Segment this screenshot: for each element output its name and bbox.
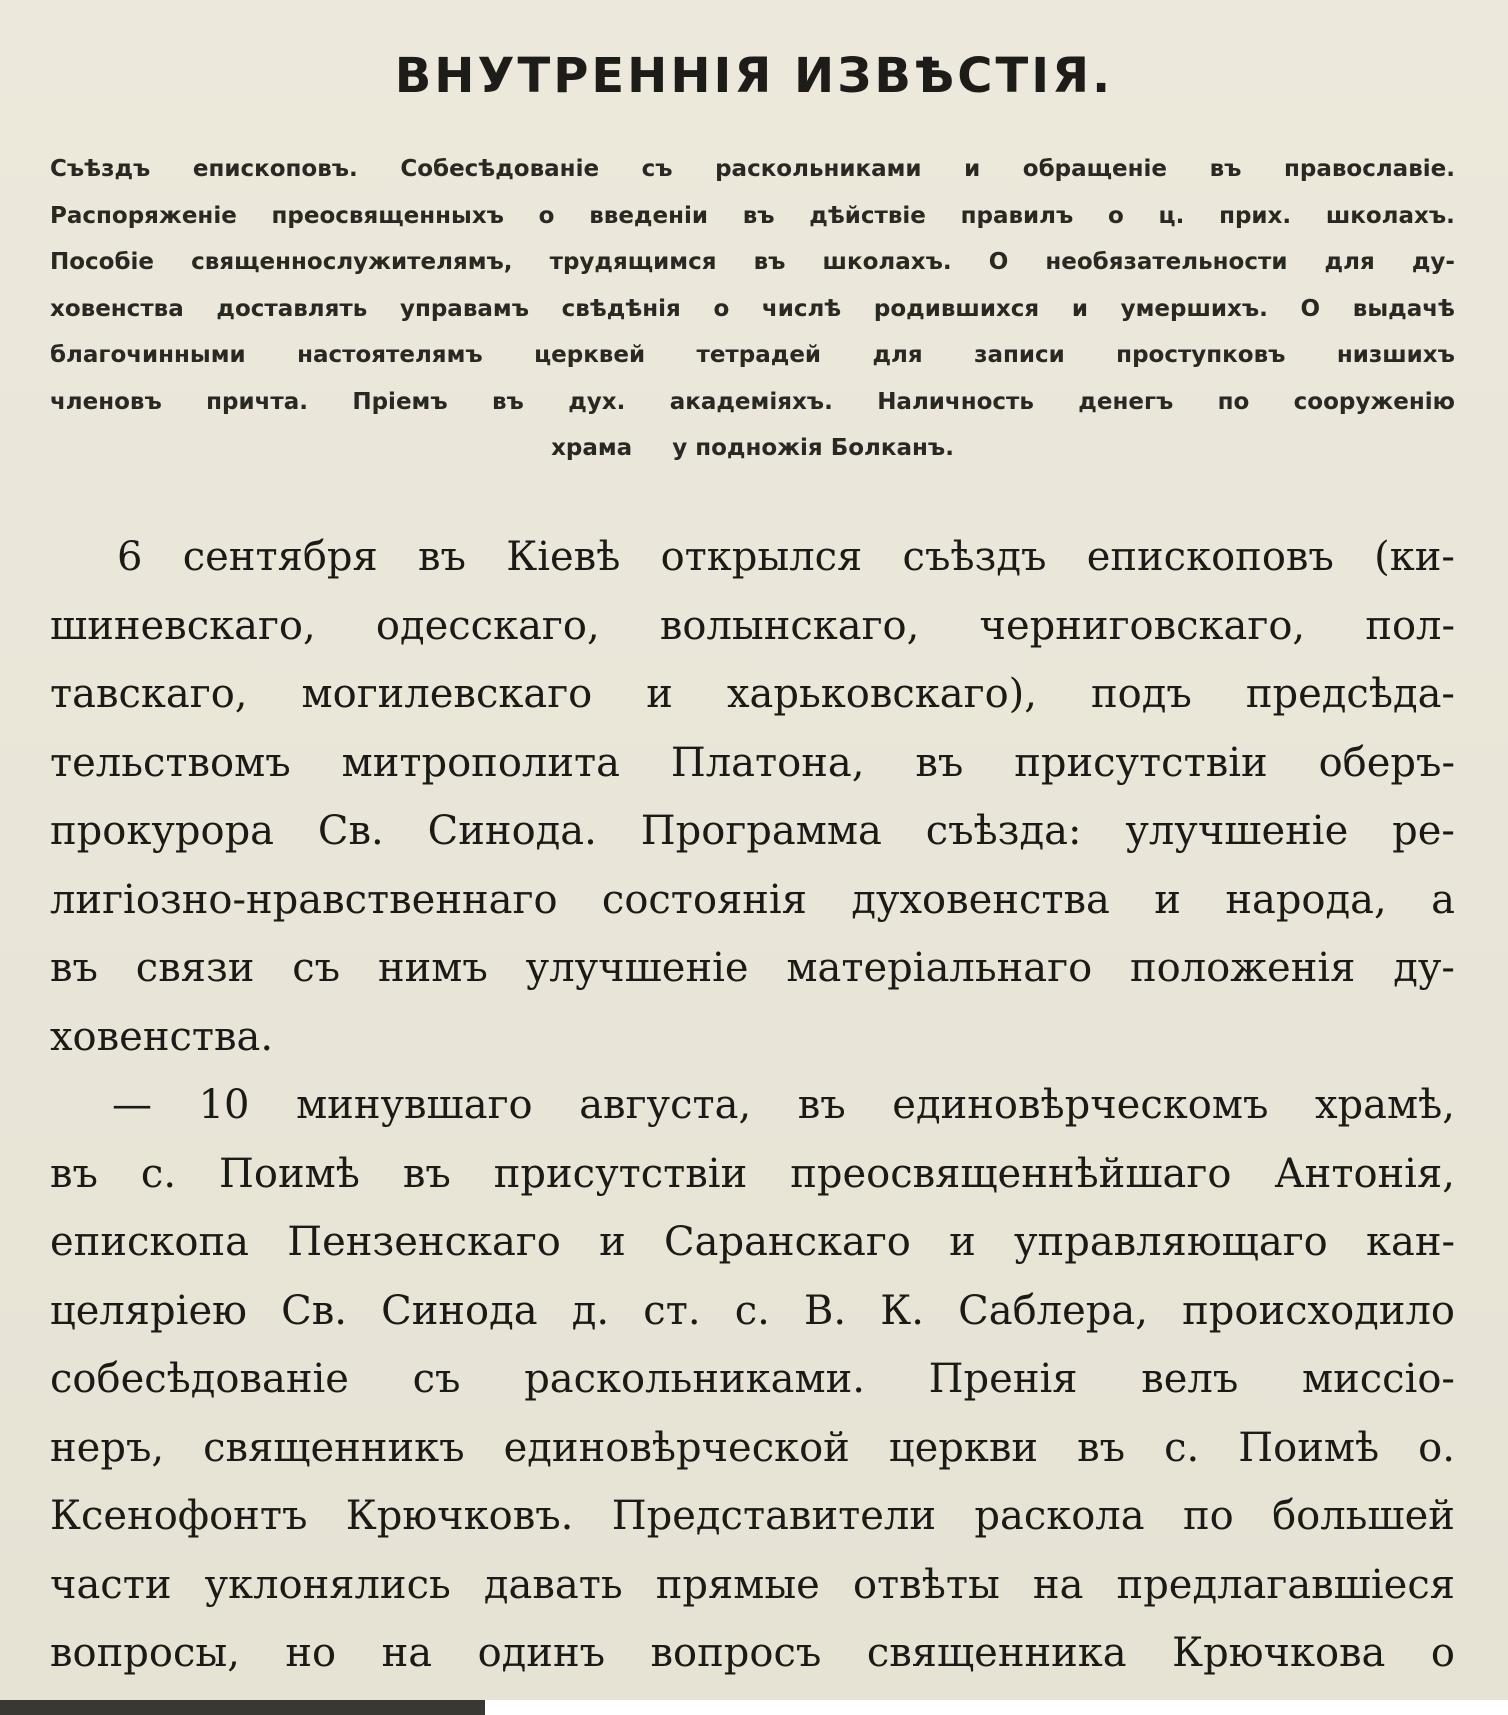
word: предсѣда- — [1245, 671, 1455, 717]
word: священнослужителямъ, — [191, 249, 513, 275]
word: велъ — [1141, 1356, 1239, 1402]
body-line — [50, 934, 1455, 1003]
word: въ — [1077, 1424, 1126, 1471]
word: трудящимся — [549, 249, 717, 275]
summary-line — [50, 193, 1455, 240]
word: одесскаго, — [375, 602, 600, 649]
word: раскольниками — [715, 156, 922, 182]
word: и — [646, 671, 673, 717]
word: причта. — [206, 388, 308, 415]
body-line — [50, 592, 1455, 661]
word: по — [1217, 388, 1250, 415]
word: въ — [50, 1150, 98, 1197]
word: лигіозно-нравственнаго — [50, 876, 558, 923]
word: въ — [742, 202, 775, 229]
word: присутствіи — [1014, 739, 1268, 786]
word: Св. — [317, 808, 384, 854]
word: членовъ — [50, 388, 162, 415]
word: Саблера, — [958, 1287, 1148, 1334]
word: единовѣрческой — [503, 1424, 850, 1471]
word: Платона, — [670, 739, 865, 786]
word: тавскаго, — [50, 671, 248, 717]
body-line — [50, 1619, 1455, 1688]
word: съ — [641, 156, 673, 182]
word: состоянія — [601, 876, 807, 923]
word: проступковъ — [1116, 342, 1286, 368]
body-line — [50, 1482, 1455, 1551]
word: съ — [292, 945, 341, 991]
word: ховенства — [50, 295, 184, 322]
word: Саранскаго — [664, 1219, 911, 1265]
word: въ — [50, 945, 98, 991]
word: выдачѣ — [1352, 295, 1455, 322]
word: Собесѣдованіе — [400, 156, 600, 182]
word: по — [1182, 1493, 1234, 1539]
word: о — [538, 202, 555, 229]
word: но — [285, 1630, 337, 1676]
word: положенія — [1130, 945, 1356, 991]
word: улучшеніе — [525, 945, 749, 991]
word: давать — [483, 1561, 623, 1608]
body-line — [50, 1277, 1455, 1346]
word: въ — [797, 1082, 846, 1128]
word: народа, — [1225, 876, 1387, 923]
word: собесѣдованіе — [50, 1356, 349, 1402]
summary-line — [50, 286, 1455, 333]
word: храмѣ, — [1314, 1082, 1455, 1128]
word: целяріею — [50, 1287, 247, 1334]
word: Наличность — [877, 388, 1034, 415]
body-line — [50, 523, 1455, 592]
word: дух. — [568, 388, 626, 415]
word: могилевскаго — [301, 671, 593, 717]
word: кан- — [1365, 1219, 1455, 1265]
word: и — [1071, 295, 1088, 322]
body-line — [50, 1414, 1455, 1483]
word: ре- — [1392, 808, 1455, 854]
word: доставлять — [216, 295, 368, 322]
word: минувшаго — [296, 1082, 533, 1128]
word: епископовъ. — [192, 156, 358, 182]
word: Антонія, — [1274, 1150, 1455, 1197]
word: введеніи — [589, 202, 708, 229]
word: Крючковъ. — [345, 1493, 574, 1539]
word: К. — [880, 1287, 924, 1334]
word: митрополита — [341, 739, 620, 786]
word: с. — [140, 1150, 177, 1197]
word: пол- — [1365, 602, 1455, 649]
body-line — [50, 1551, 1455, 1620]
word: Пензенскаго — [287, 1219, 561, 1265]
word: Программа — [640, 808, 882, 854]
word: прямые — [655, 1561, 820, 1608]
word: необязательности — [1045, 249, 1288, 275]
word: тетрадей — [696, 342, 822, 368]
word: 6 — [117, 534, 143, 580]
word: и — [599, 1219, 626, 1265]
word: черниговскаго, — [979, 602, 1306, 649]
word: и — [964, 156, 981, 182]
word: Кіевѣ — [506, 534, 621, 580]
word: епископа — [50, 1219, 249, 1265]
word: духовенства — [851, 876, 1110, 923]
section-heading: ВНУТРЕННІЯ ИЗВѢСТІЯ. — [394, 48, 1114, 104]
body-line — [50, 866, 1455, 935]
word: волынскаго, — [659, 602, 920, 649]
word: о — [1430, 1630, 1455, 1676]
word: нимъ — [377, 945, 488, 991]
word: (ки- — [1374, 534, 1455, 580]
word: одинъ — [477, 1630, 606, 1676]
word: раскольниками. — [524, 1356, 865, 1402]
body-line — [50, 797, 1455, 866]
word: В. — [804, 1287, 847, 1334]
word: въ — [753, 249, 786, 275]
word: Представители — [611, 1493, 936, 1539]
word: о. — [1418, 1424, 1455, 1471]
word: въ — [1209, 156, 1242, 182]
word: ст. — [643, 1287, 701, 1334]
body-line — [50, 660, 1455, 729]
word: и — [949, 1219, 976, 1265]
word: и — [1154, 876, 1181, 923]
word: для — [1324, 249, 1375, 275]
word: епископовъ — [1086, 534, 1334, 580]
word: с. — [734, 1287, 770, 1334]
word: улучшеніе — [1125, 808, 1349, 854]
word: ду- — [1393, 945, 1455, 991]
word: д. — [571, 1287, 610, 1334]
word: Съѣздъ — [50, 156, 151, 182]
word: оберъ- — [1318, 739, 1455, 786]
summary-line — [50, 379, 1455, 426]
word: въ — [418, 534, 466, 580]
word: прих. — [1219, 202, 1292, 229]
word: для — [872, 342, 923, 368]
summary-line-last — [50, 425, 1455, 472]
word: на — [1032, 1561, 1084, 1608]
word: с. — [1164, 1424, 1200, 1471]
word: академіяхъ. — [669, 388, 833, 415]
word: священника — [866, 1630, 1127, 1676]
word: вопросъ — [650, 1630, 822, 1676]
word: церкви — [888, 1424, 1039, 1471]
word: Распоряженіе — [50, 202, 237, 229]
word: родившихся — [873, 295, 1040, 322]
word: присутствіи — [493, 1150, 748, 1197]
word: сентября — [182, 534, 378, 580]
word: отвѣты — [852, 1561, 1000, 1608]
word: происходило — [1182, 1287, 1455, 1334]
word: въ — [491, 388, 524, 415]
word: шиневскаго, — [50, 602, 316, 649]
body-line — [50, 1140, 1455, 1209]
word: числѣ — [761, 295, 842, 322]
word: ховенства. — [50, 1013, 274, 1060]
word: съ — [412, 1356, 461, 1402]
word: умершихъ. — [1120, 295, 1268, 322]
word: съѣзда: — [925, 808, 1082, 854]
word: Св. — [281, 1287, 347, 1334]
word: части — [50, 1561, 172, 1608]
word: храма — [551, 435, 633, 461]
word: денегъ — [1078, 388, 1174, 415]
word: сооруженію — [1293, 388, 1455, 415]
word: священникъ — [203, 1424, 465, 1471]
body-line — [50, 729, 1455, 798]
word: Ксенофонтъ — [50, 1493, 308, 1539]
word: настоятелямъ — [297, 342, 483, 368]
word: Синода — [381, 1287, 538, 1334]
word: съѣздъ — [902, 534, 1047, 580]
word: О — [988, 249, 1009, 275]
word: записи — [974, 342, 1065, 368]
word: Крючкова — [1172, 1630, 1386, 1676]
word: благочинными — [50, 342, 246, 368]
word: въ — [402, 1150, 451, 1197]
word: матеріальнаго — [786, 945, 1093, 991]
word: школахъ. — [822, 249, 952, 275]
article-body — [50, 523, 1455, 1688]
word: преосвященнѣйшаго — [790, 1150, 1232, 1197]
word: о — [1108, 202, 1124, 229]
word: раскола — [974, 1493, 1145, 1539]
word: Поимѣ — [1238, 1424, 1380, 1471]
body-line — [50, 1345, 1455, 1414]
word: дѣйствіе — [809, 202, 926, 229]
word: Пріемъ — [352, 388, 448, 415]
word: управляющаго — [1014, 1219, 1328, 1265]
word: связи — [135, 945, 255, 991]
word: 10 — [198, 1082, 250, 1128]
body-line — [50, 1071, 1455, 1140]
summary-line — [50, 239, 1455, 286]
word: прокурора — [50, 808, 275, 854]
word: Синода. — [427, 808, 597, 854]
word: Поимѣ — [219, 1150, 360, 1197]
word: у подножія Болканъ. — [672, 435, 954, 461]
word: предлагавшіеся — [1116, 1561, 1455, 1608]
summary-line — [50, 146, 1455, 193]
word: низшихъ — [1336, 342, 1455, 368]
word: на — [381, 1630, 433, 1676]
word: ц. — [1158, 202, 1185, 229]
word: преосвященныхъ — [271, 202, 504, 229]
word: а — [1431, 876, 1455, 923]
word: тельствомъ — [50, 739, 291, 786]
body-line — [50, 1003, 1455, 1072]
word: о — [713, 295, 730, 322]
word: О — [1300, 295, 1321, 322]
word: православіе. — [1283, 156, 1455, 182]
word: церквей — [534, 342, 646, 368]
word: миссіо- — [1301, 1356, 1455, 1402]
word: Пособіе — [50, 249, 155, 275]
word: неръ, — [50, 1424, 165, 1471]
section-summary — [50, 146, 1455, 472]
word: уклонялись — [204, 1561, 451, 1608]
word: открылся — [660, 534, 863, 580]
word: въ — [915, 739, 964, 786]
scan-shadow — [0, 1700, 485, 1715]
word: харьковскаго), — [726, 671, 1037, 717]
scan-bottom-edge — [0, 1700, 1508, 1715]
summary-line — [50, 332, 1455, 379]
word: — — [112, 1082, 152, 1128]
word: Пренія — [928, 1356, 1078, 1402]
word: управамъ — [399, 295, 529, 322]
word: подъ — [1091, 671, 1192, 717]
word: ду- — [1411, 249, 1455, 275]
word: школахъ. — [1325, 202, 1455, 229]
word: единовѣрческомъ — [892, 1082, 1269, 1128]
word: большей — [1272, 1493, 1455, 1539]
word: свѣдѣнія — [561, 295, 681, 322]
word: правилъ — [960, 202, 1074, 229]
word: вопросы, — [50, 1630, 240, 1676]
word: августа, — [579, 1082, 752, 1128]
body-line — [50, 1208, 1455, 1277]
word: обращеніе — [1022, 156, 1168, 182]
